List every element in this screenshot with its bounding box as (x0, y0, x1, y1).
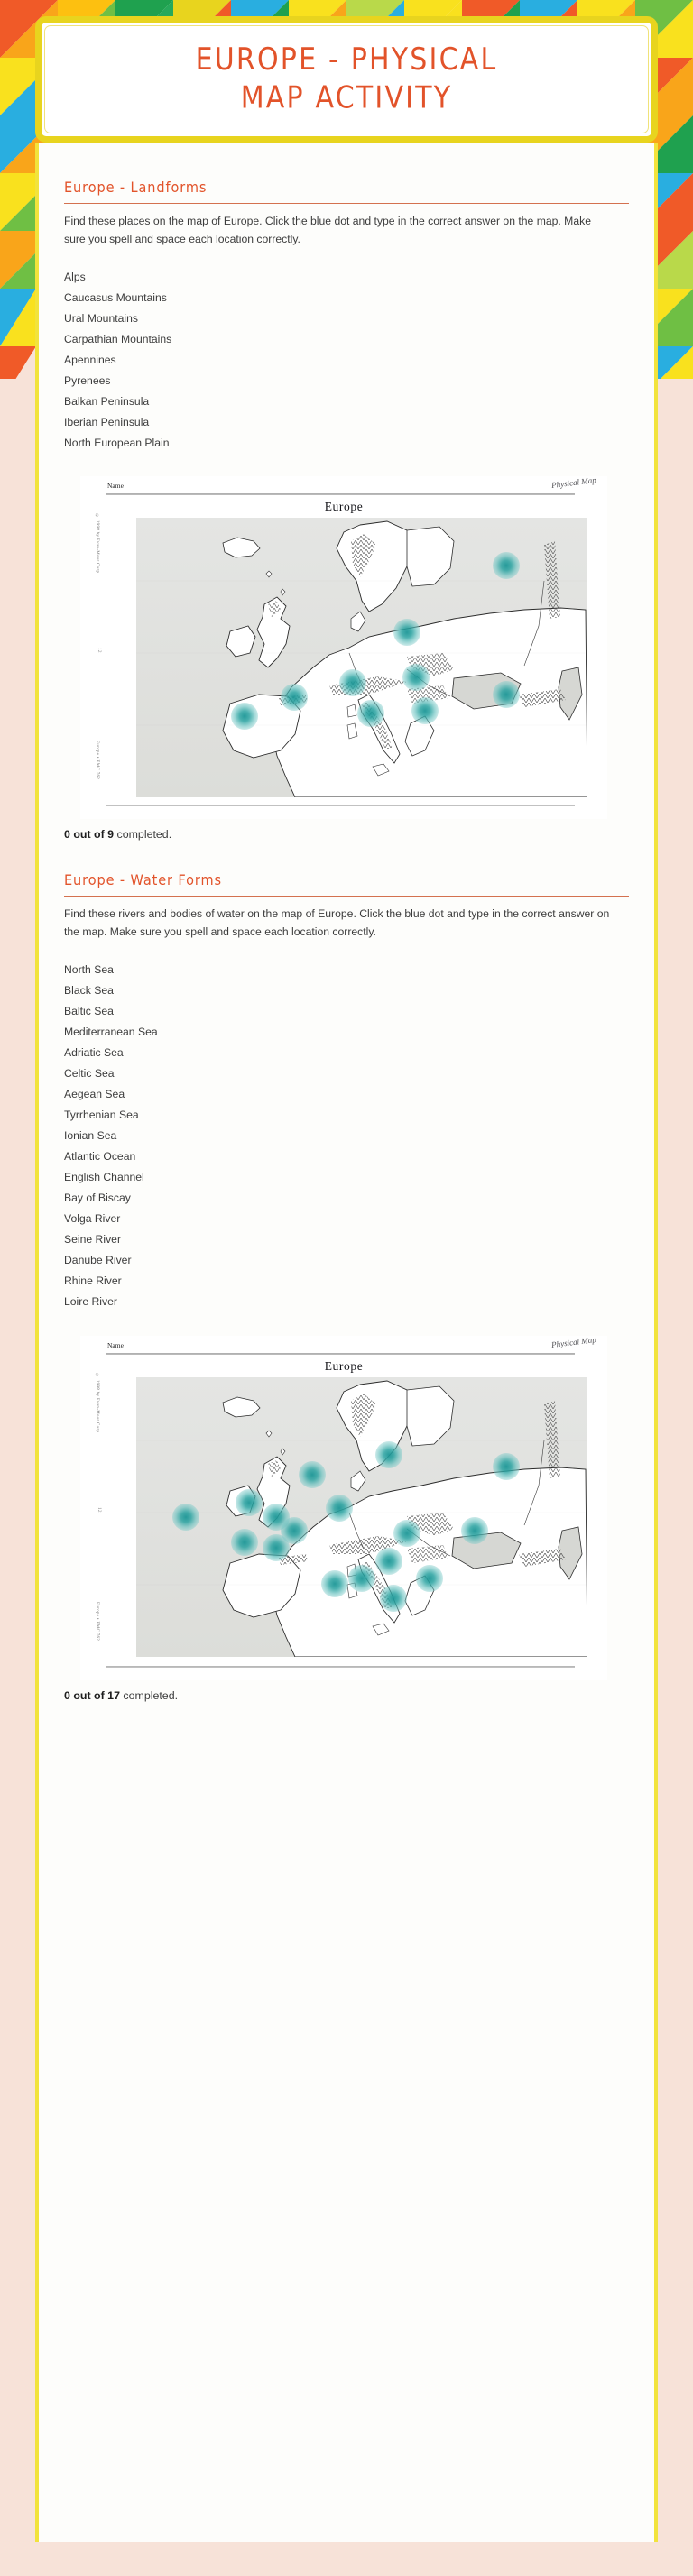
list-item: Rhine River (64, 1274, 122, 1288)
list-item: Danube River (64, 1254, 132, 1267)
landform-term-list (64, 267, 629, 454)
list-item: Carpathian Mountains (64, 332, 172, 345)
section-landforms-heading: Europe - Landforms (64, 180, 208, 197)
europe-map-image (136, 1377, 587, 1657)
map-copyright: © 1998 by Evan-Moor Corp. (95, 1373, 99, 1434)
title-card (35, 16, 658, 143)
list-item: Pyrenees (64, 373, 111, 387)
title-card-inner-border (44, 25, 649, 133)
map-footer: Europe • EMC 762 (95, 741, 99, 780)
water-forms-progress-count: 0 out of 17 (64, 1688, 120, 1702)
list-item: Baltic Sea (64, 1005, 114, 1018)
water-form-term-list (64, 960, 629, 1312)
list-item: Adriatic Sea (64, 1046, 124, 1060)
map-answer-dot[interactable] (416, 1565, 443, 1592)
list-item: Loire River (64, 1295, 117, 1309)
map-title: Europe (324, 1358, 364, 1373)
list-item: Tyrrhenian Sea (64, 1109, 139, 1122)
map-answer-dot[interactable] (231, 1529, 258, 1556)
map-answer-dot[interactable] (281, 684, 308, 711)
list-item: Volga River (64, 1212, 121, 1226)
map-name-rule (106, 1353, 575, 1355)
map-answer-dot[interactable] (299, 1461, 326, 1488)
map-answer-dot[interactable] (263, 1534, 290, 1561)
map-name-label: Name (107, 1340, 124, 1349)
list-item: Bay of Biscay (64, 1191, 131, 1205)
page-bottom-strip (0, 2542, 693, 2576)
list-item: Seine River (64, 1233, 121, 1247)
activity-panel (35, 143, 658, 2542)
activity-panel-body (39, 143, 654, 1715)
list-item: Balkan Peninsula (64, 394, 150, 408)
section-water-forms (64, 875, 629, 1701)
map-answer-dot[interactable] (380, 1585, 407, 1612)
list-item: Apennines (64, 353, 116, 366)
map-answer-dot[interactable] (236, 1489, 263, 1516)
map-answer-dot[interactable] (172, 1504, 199, 1531)
map-page-number: 12 (97, 648, 102, 653)
landforms-progress-count: 0 out of 9 (64, 828, 115, 842)
map-bottom-rule (106, 805, 575, 806)
map-copyright: © 1998 by Evan-Moor Corp. (95, 514, 99, 575)
map-worksheet (80, 476, 607, 819)
list-item: Caucasus Mountains (64, 290, 167, 304)
list-item: North Sea (64, 963, 114, 977)
section-landforms-instructions: Find these places on the map of Europe. Click the blue dot and type in the correct answer on the map. Make sure you spell and space each location correctly. (64, 215, 591, 245)
map-answer-dot[interactable] (348, 1565, 375, 1592)
landforms-map-container[interactable] (80, 476, 607, 819)
map-name-label: Name (107, 482, 124, 491)
list-item: Mediterranean Sea (64, 1026, 158, 1039)
map-footer: Europe • EMC 762 (95, 1601, 99, 1641)
list-item: Celtic Sea (64, 1067, 115, 1081)
map-answer-dot[interactable] (493, 1453, 520, 1480)
map-answer-dot[interactable] (321, 1570, 348, 1597)
section-landforms-rule (64, 203, 629, 204)
section-spacer (64, 844, 629, 875)
water-forms-progress-status (64, 1689, 629, 1702)
list-item: Iberian Peninsula (64, 415, 150, 428)
list-item: Ural Mountains (64, 311, 138, 325)
europe-outline-svg (136, 1377, 587, 1657)
map-name-rule (106, 493, 575, 495)
map-answer-dot[interactable] (402, 664, 430, 691)
list-item: Ionian Sea (64, 1129, 117, 1143)
map-answer-dot[interactable] (461, 1517, 488, 1544)
section-water-forms-instructions: Find these rivers and bodies of water on the map of Europe. Click the blue dot and type in the correct answer on the map. Make sure you spell and space each location correctly. (64, 907, 610, 939)
map-corner-label: Physical Map (550, 475, 597, 491)
section-water-forms-rule (64, 896, 629, 897)
map-worksheet (80, 1336, 607, 1680)
water-forms-progress-suffix: completed. (119, 1688, 179, 1702)
landforms-progress-status (64, 828, 629, 841)
map-answer-dot[interactable] (493, 552, 520, 579)
list-item: Atlantic Ocean (64, 1150, 136, 1164)
section-water-forms-heading: Europe - Water Forms (64, 873, 222, 889)
water-forms-map-container[interactable] (80, 1336, 607, 1680)
landforms-progress-suffix: completed. (114, 828, 172, 842)
page-title-line-1: EUROPE - PHYSICAL (195, 41, 498, 78)
page-title (174, 41, 520, 118)
list-item: Aegean Sea (64, 1088, 125, 1101)
page-title-line-2: MAP ACTIVITY (240, 80, 453, 116)
map-bottom-rule (106, 1666, 575, 1668)
list-item: English Channel (64, 1171, 144, 1184)
europe-outline-svg (136, 518, 587, 797)
map-page-number: 12 (97, 1506, 102, 1513)
europe-map-image (136, 518, 587, 797)
list-item: Black Sea (64, 984, 114, 998)
list-item: Alps (64, 270, 86, 283)
map-corner-label: Physical Map (550, 1334, 597, 1349)
section-landforms (64, 182, 629, 841)
map-title: Europe (324, 500, 364, 514)
map-answer-dot[interactable] (493, 681, 520, 708)
list-item: North European Plain (64, 436, 170, 449)
